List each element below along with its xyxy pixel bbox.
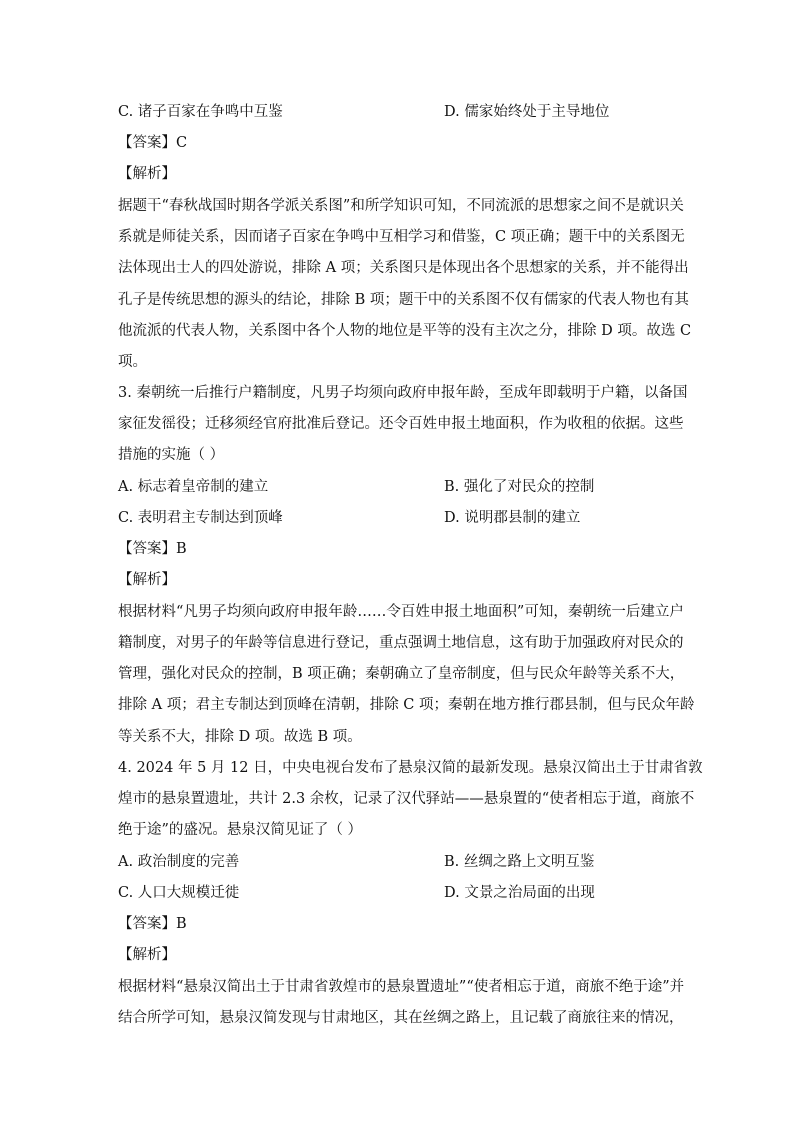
q3-stem-line: 家征发徭役；迁移须经官府批准后登记。还令百姓申报土地面积，作为收租的依据。这些: [118, 416, 684, 432]
q3-option-d: D. 说明郡县制的建立: [444, 510, 581, 526]
q4-stem-line: 绝于途”的盛况。悬泉汉简见证了（ ）: [118, 822, 363, 838]
q2-option-c: C. 诸子百家在争鸣中互鉴: [118, 104, 283, 120]
q3-analysis-line: 排除 A 项；君主专制达到顶峰在清朝，排除 C 项；秦朝在地方推行郡县制，但与民众年龄: [118, 697, 695, 713]
q4-analysis-line: 根据材料“悬泉汉简出土于甘肃省敦煌市的悬泉置遗址”“使者相忘于道，商旅不绝于途”并: [118, 979, 685, 995]
q2-option-d: D. 儒家始终处于主导地位: [444, 104, 610, 120]
q3-analysis-line: 根据材料“凡男子均须向政府申报年龄……令百姓申报土地面积”可知，秦朝统一后建立户: [118, 604, 684, 620]
q2-analysis-line: 系就是师徒关系，因而诸子百家在争鸣中互相学习和借鉴，C 项正确；题干中的关系图无: [118, 229, 685, 245]
q4-option-c: C. 人口大规模迁徙: [118, 885, 240, 901]
q4-option-d: D. 文景之治局面的出现: [444, 885, 595, 901]
q2-analysis-line: 孔子是传统思想的源头的结论，排除 B 项；题干中的关系图不仅有儒家的代表人物也有其: [118, 292, 689, 308]
q3-answer: 【答案】B: [118, 541, 187, 557]
q3-option-a: A. 标志着皇帝制的建立: [118, 479, 269, 495]
q3-stem-line: 3. 秦朝统一后推行户籍制度，凡男子均须向政府申报年龄，至成年即载明于户籍，以备国: [118, 385, 688, 401]
q4-option-a: A. 政治制度的完善: [118, 854, 240, 870]
q3-option-b: B. 强化了对民众的控制: [444, 479, 595, 495]
q2-analysis-label: 【解析】: [118, 166, 176, 182]
q3-stem-line: 措施的实施（ ）: [118, 447, 225, 463]
q4-analysis-label: 【解析】: [118, 947, 176, 963]
q4-analysis-line: 结合所学可知，悬泉汉简发现与甘肃地区，其在丝绸之路上，且记载了商旅往来的情况，: [118, 1010, 684, 1026]
q2-analysis-line: 据题干“春秋战国时期各学派关系图”和所学知识可知，不同流派的思想家之间不是就识关: [118, 198, 684, 214]
q2-analysis-line: 项。: [118, 354, 147, 370]
q2-analysis-line: 法体现出士人的四处游说，排除 A 项；关系图只是体现出各个思想家的关系，并不能得出: [118, 260, 689, 276]
q4-option-b: B. 丝绸之路上文明互鉴: [444, 854, 595, 870]
q4-answer: 【答案】B: [118, 916, 187, 932]
q3-option-c: C. 表明君主专制达到顶峰: [118, 510, 283, 526]
q3-analysis-line: 等关系不大，排除 D 项。故选 B 项。: [118, 729, 362, 745]
q3-analysis-line: 管理，强化对民众的控制，B 项正确；秦朝确立了皇帝制度，但与民众年龄等关系不大，: [118, 666, 685, 682]
q2-analysis-line: 他流派的代表人物，关系图中各个人物的地位是平等的没有主次之分，排除 D 项。故选 C: [118, 323, 692, 339]
q2-answer: 【答案】C: [118, 135, 188, 151]
q3-analysis-line: 籍制度，对男子的年龄等信息进行登记，重点强调土地信息，这有助于加强政府对民众的: [118, 635, 684, 651]
q4-stem-line: 4. 2024 年 5 月 12 日，中央电视台发布了悬泉汉简的最新发现。悬泉汉简出土于甘肃省敦: [118, 760, 703, 776]
q3-analysis-label: 【解析】: [118, 572, 176, 588]
q4-stem-line: 煌市的悬泉置遗址，共计 2.3 余枚，记录了汉代驿站——悬泉置的“使者相忘于道，商旅不: [118, 791, 695, 807]
